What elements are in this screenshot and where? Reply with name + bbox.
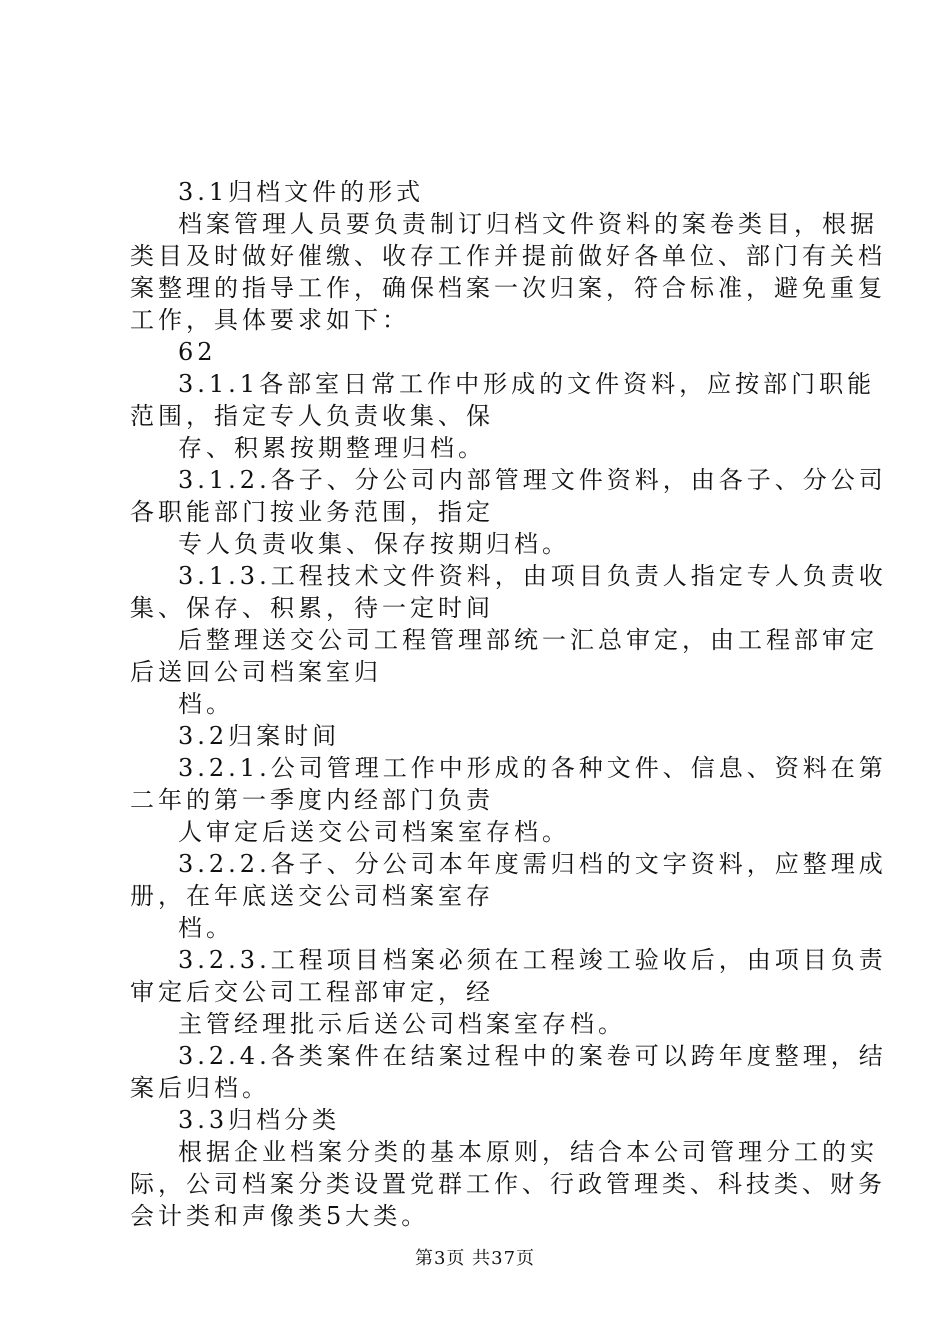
paragraph-line: 二年的第一季度内经部门负责	[130, 786, 494, 814]
paragraph-line: 际，公司档案分类设置党群工作、行政管理类、科技类、财务	[130, 1170, 886, 1198]
page-number-footer: 第3页 共37页	[414, 1248, 536, 1269]
paragraph-line: 主管经理批示后送公司档案室存档。	[178, 1010, 626, 1038]
paragraph-line: 档。	[178, 914, 234, 942]
paragraph-line: 3.2.4.各类案件在结案过程中的案卷可以跨年度整理，结	[178, 1042, 887, 1070]
paragraph-line: 后整理送交公司工程管理部统一汇总审定，由工程部审定	[178, 626, 878, 654]
paragraph-line: 人审定后送交公司档案室存档。	[178, 818, 570, 846]
paragraph-line: 档。	[178, 690, 234, 718]
paragraph-line: 案整理的指导工作，确保档案一次归案，符合标准，避免重复	[130, 274, 886, 302]
paragraph-line: 3.2.3.工程项目档案必须在工程竣工验收后，由项目负责	[178, 946, 887, 974]
paragraph-line: 审定后交公司工程部审定，经	[130, 978, 494, 1006]
paragraph-line: 册，在年底送交公司档案室存	[130, 882, 494, 910]
paragraph-line: 后送回公司档案室归	[130, 658, 382, 686]
paragraph-line: 3.1.2.各子、分公司内部管理文件资料，由各子、分公司	[178, 466, 887, 494]
heading-3-1: 3.1归档文件的形式	[178, 178, 425, 206]
paragraph-line: 3.1.3.工程技术文件资料，由项目负责人指定专人负责收	[178, 562, 887, 590]
paragraph-line: 集、保存、积累，待一定时间	[130, 594, 494, 622]
heading-3-3: 3.3归档分类	[178, 1106, 341, 1134]
paragraph-line: 3.2.1.公司管理工作中形成的各种文件、信息、资料在第	[178, 754, 887, 782]
heading-3-2: 3.2归案时间	[178, 722, 341, 750]
paragraph-line: 档案管理人员要负责制订归档文件资料的案卷类目，根据	[178, 210, 878, 238]
paragraph-line: 专人负责收集、保存按期归档。	[178, 530, 570, 558]
paragraph-line: 会计类和声像类5大类。	[130, 1202, 430, 1230]
paragraph-line: 62	[178, 338, 217, 366]
paragraph-line: 3.1.1各部室日常工作中形成的文件资料，应按部门职能	[178, 370, 876, 398]
paragraph-line: 3.2.2.各子、分公司本年度需归档的文字资料，应整理成	[178, 850, 887, 878]
paragraph-line: 各职能部门按业务范围，指定	[130, 498, 494, 526]
paragraph-line: 工作，具体要求如下：	[130, 306, 410, 334]
paragraph-line: 范围，指定专人负责收集、保	[130, 402, 494, 430]
paragraph-line: 根据企业档案分类的基本原则，结合本公司管理分工的实	[178, 1138, 878, 1166]
paragraph-line: 存、积累按期整理归档。	[178, 434, 486, 462]
paragraph-line: 类目及时做好催缴、收存工作并提前做好各单位、部门有关档	[130, 242, 886, 270]
paragraph-line: 案后归档。	[130, 1074, 270, 1102]
